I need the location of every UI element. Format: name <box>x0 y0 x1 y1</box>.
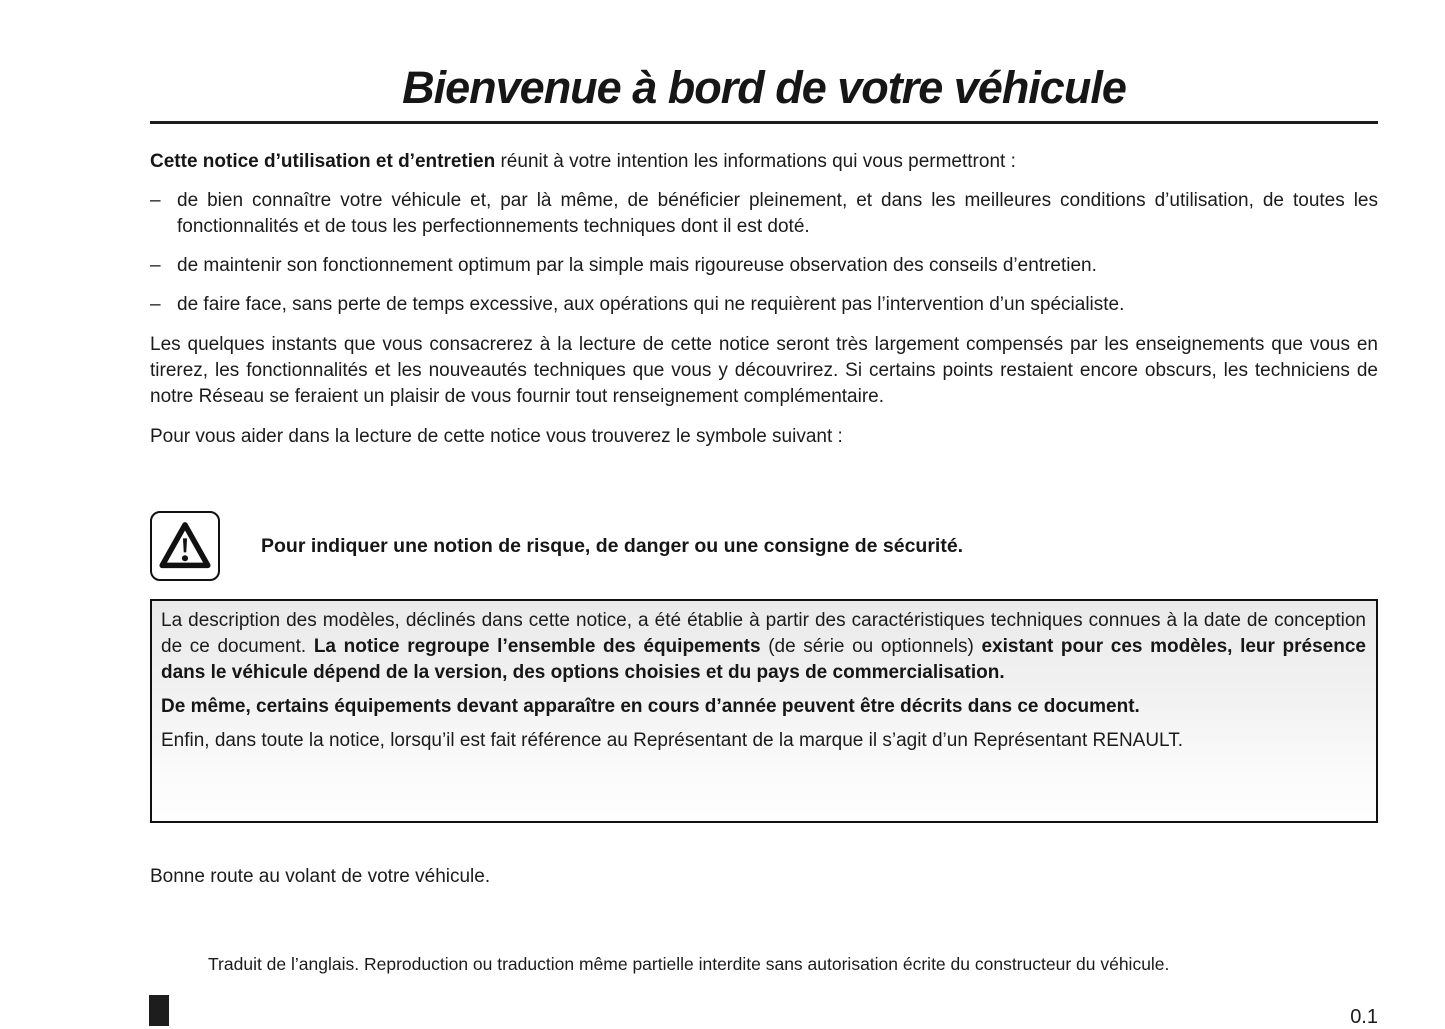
closing-line: Bonne route au volant de votre véhicule. <box>150 866 491 888</box>
list-item: – de maintenir son fonctionnement optimum par la simple mais rigoureuse observation des conseils d’entretien. <box>150 253 1378 279</box>
notice-box <box>150 599 1378 823</box>
reading-benefits-paragraph: Les quelques instants que vous consacrerez à la lecture de cette notice seront très largement compensés par les enseignements que vous en tirerez, les fonctionnalités et les nouveautés techniques que vous y découvrirez. Si certains points restaient encore obscurs, les techniciens de notre Réseau se feraient un plaisir de vous fournir tout renseignement complémentaire. <box>150 334 1378 408</box>
title-rule <box>150 121 1378 124</box>
intro-paragraph: Cette notice d’utilisation et d’entretien réunit à votre intention les informations qui vous permettront : <box>150 151 1016 173</box>
safety-symbol-row <box>150 511 1378 581</box>
page-number: 0.1 <box>1350 1006 1378 1029</box>
list-item: – de bien connaître votre véhicule et, par là même, de bénéficier pleinement, et dans les meilleures conditions d’utilisation, de toutes les fonctionnalités et de tous les perfectionnements techniques dont il est doté. <box>150 188 1378 240</box>
notice-paragraph-1: La description des modèles, déclinés dans cette notice, a été établie à partir des caractéristiques techniques connues à la date de conception de ce document. La notice regroupe l’ensemble des équipements (de série ou optionnels) existant pour ces modèles, leur présence dans le véhicule dépend de la version, des options choisies et du pays de commercialisation. <box>161 610 1366 684</box>
symbol-intro-paragraph: Pour vous aider dans la lecture de cette notice vous trouverez le symbole suivant : <box>150 426 843 448</box>
safety-note: Pour indiquer une notion de risque, de danger ou une consigne de sécurité. <box>261 535 964 558</box>
list-item: – de faire face, sans perte de temps excessive, aux opérations qui ne requièrent pas l’intervention d’un spécialiste. <box>150 292 1378 318</box>
notice-paragraph-3: Enfin, dans toute la notice, lorsqu’il est fait référence au Représentant de la marque il s’agit d’un Représentant RENAULT. <box>161 730 1183 752</box>
page-title: Bienvenue à bord de votre véhicule <box>402 62 1126 113</box>
copyright-footnote: Traduit de l’anglais. Reproduction ou traduction même partielle interdite sans autorisation écrite du constructeur du véhicule. <box>208 954 1170 975</box>
notice-paragraph-2: De même, certains équipements devant apparaître en cours d’année peuvent être décrits dans ce document. <box>161 696 1140 718</box>
benefits-list <box>150 188 1378 318</box>
warning-triangle-icon <box>150 511 220 581</box>
section-tab-marker <box>149 995 169 1026</box>
